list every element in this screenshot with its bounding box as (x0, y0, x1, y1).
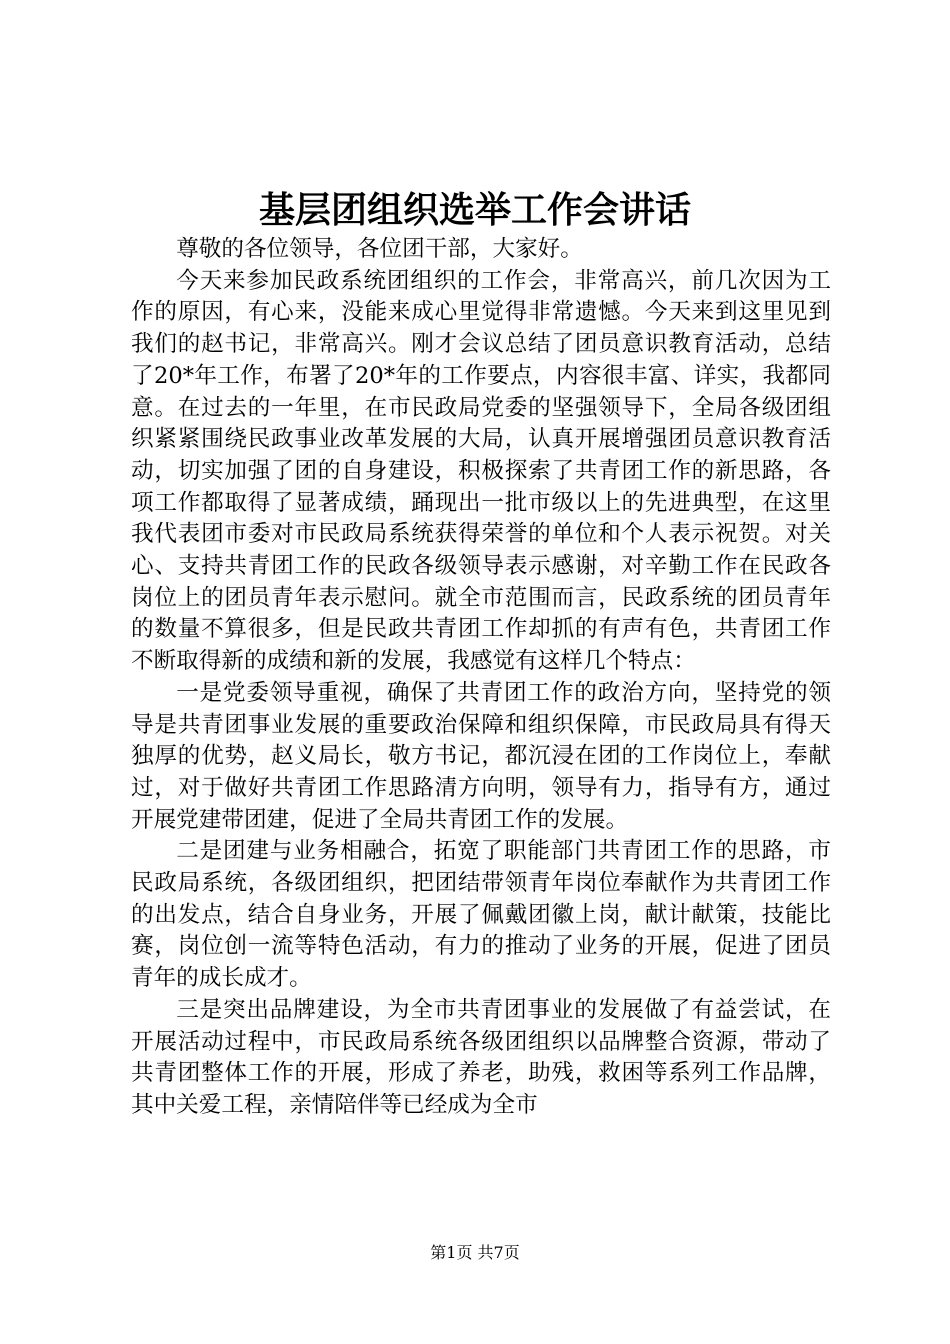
page-number-footer: 第1页 共7页 (430, 1243, 520, 1262)
document-title: 基层团组织选举工作会讲话 (258, 189, 691, 231)
paragraph-intro: 今天来参加民政系统团组织的工作会，非常高兴，前几次因为工作的原因，有心来，没能来成心里觉得非常遗憾。今天来到这里见到我们的赵书记，非常高兴。刚才会议总结了团员意识教育活动，总结了20*年工作，布署了20*年的工作要点，内容很丰富、详实，我都同意。在过去的一年里，在市民政局党委的坚强领导下，全局各级团组织紧紧围绕民政事业改革发展的大局，认真开展增强团员意识教育活动，切实加强了团的自身建设，积极探索了共青团工作的新思路，各项工作都取得了显著成绩，踊现出一批市级以上的先进典型，在这里我代表团市委对市民政局系统获得荣誉的单位和个人表示祝贺。对关心、支持共青团工作的民政各级领导表示感谢，对辛勤工作在民政各岗位上的团员青年表示慰问。就全市范围而言，民政系统的团员青年的数量不算很多，但是民政共青团工作却抓的有声有色，共青团工作不断取得新的成绩和新的发展，我感觉有这样几个特点： (131, 267, 831, 675)
document-body (131, 234, 831, 1122)
paragraph-point-three: 三是突出品牌建设，为全市共青团事业的发展做了有益尝试，在开展活动过程中，市民政局系统各级团组织以品牌整合资源，带动了共青团整体工作的开展，形成了养老，助残，救困等系列工作品牌，其中关爱工程，亲情陪伴等已经成为全市 (131, 996, 831, 1118)
paragraph-point-one: 一是党委领导重视，确保了共青团工作的政治方向，坚持党的领导是共青团事业发展的重要政治保障和组织保障，市民政局具有得天独厚的优势，赵义局长，敬方书记，都沉浸在团的工作岗位上，奉献过，对于做好共青团工作思路清方向明，领导有力，指导有方，通过开展党建带团建，促进了全局共青团工作的发展。 (131, 679, 831, 833)
paragraph-greeting: 尊敬的各位领导，各位团干部，大家好。 (176, 236, 583, 262)
paragraph-point-two: 二是团建与业务相融合，拓宽了职能部门共青团工作的思路，市民政局系统，各级团组织，把团结带领青年岗位奉献作为共青团工作的出发点，结合自身业务，开展了佩戴团徽上岗，献计献策，技能比赛，岗位创一流等特色活动，有力的推动了业务的开展，促进了团员青年的成长成才。 (131, 838, 831, 992)
